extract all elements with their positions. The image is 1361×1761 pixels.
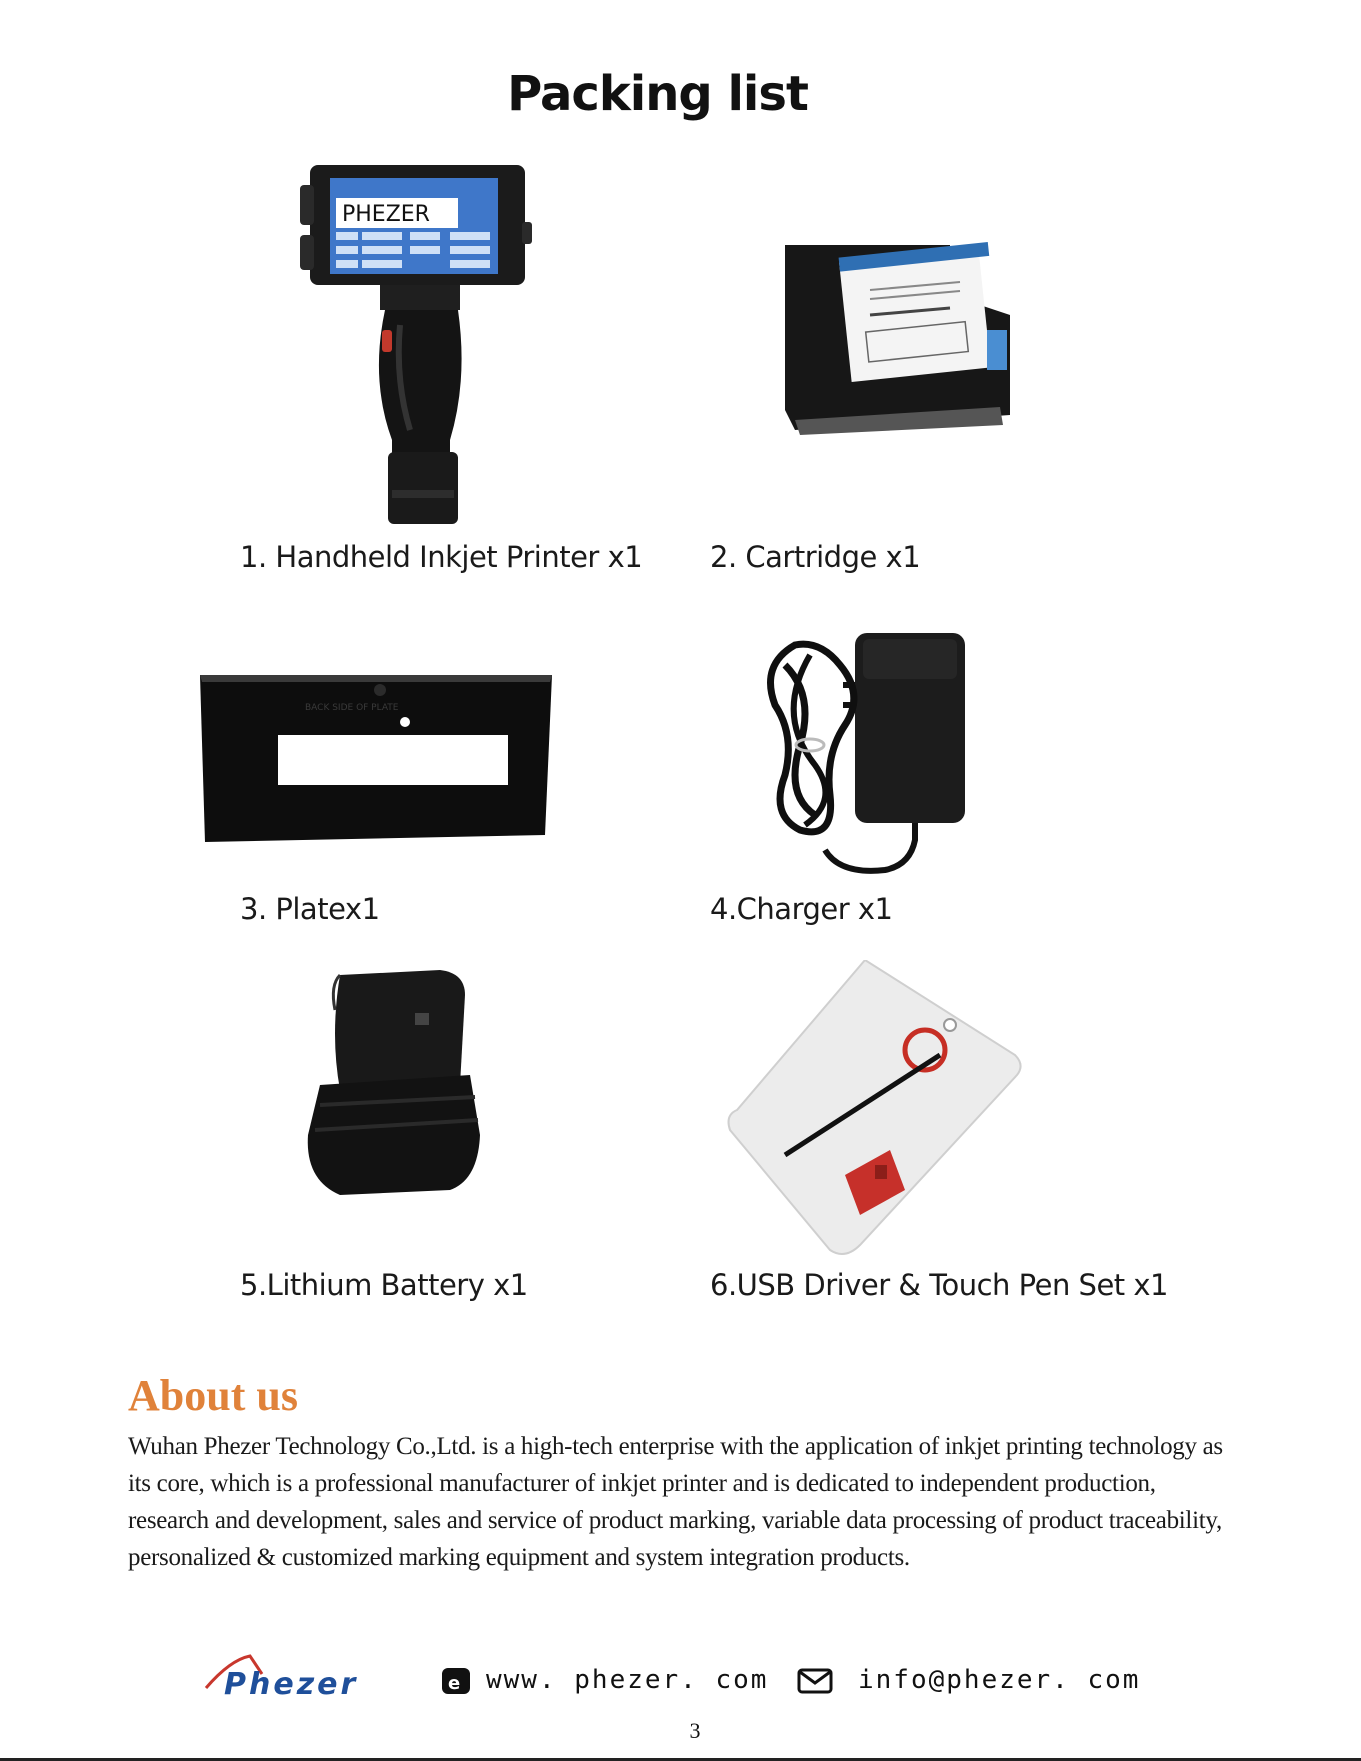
- handheld-printer-image: [300, 160, 540, 530]
- printer-screen-label: PHEZER: [342, 202, 430, 227]
- web-icon: [440, 1666, 472, 1696]
- page-title: Packing list: [507, 66, 808, 122]
- item-caption-3: 3. Platex1: [240, 892, 380, 926]
- charger-image: [755, 625, 990, 880]
- svg-text:BACK SIDE OF PLATE: BACK SIDE OF PLATE: [305, 703, 399, 713]
- website-link[interactable]: www. phezer. com: [486, 1665, 769, 1695]
- brand-name: Phezer: [224, 1667, 359, 1700]
- item-caption-2: 2. Cartridge x1: [710, 540, 921, 574]
- usb-pen-set-image: [725, 960, 1025, 1260]
- item-caption-4: 4.Charger x1: [710, 892, 893, 926]
- item-caption-5: 5.Lithium Battery x1: [240, 1268, 528, 1302]
- svg-text:e: e: [448, 1673, 461, 1694]
- footer: [0, 1652, 1361, 1702]
- email-icon: [797, 1668, 833, 1694]
- phezer-logo: [200, 1652, 420, 1700]
- battery-image: [300, 965, 490, 1200]
- item-caption-6: 6.USB Driver & Touch Pen Set x1: [710, 1268, 1169, 1302]
- about-heading: About us: [128, 1371, 298, 1420]
- page-number: 3: [689, 1718, 701, 1743]
- plate-image: [200, 670, 555, 845]
- ink-cartridge-image: [775, 235, 1025, 445]
- email-link[interactable]: info@phezer. com: [858, 1665, 1141, 1695]
- about-paragraph: Wuhan Phezer Technology Co.,Ltd. is a high-tech enterprise with the application of inkjet printing technology as its core, which is a professional manufacturer of inkjet printer and is dedicated to independent production, research and development, sales and service of product marking, variable data processing of product traceability, personalized & customized marking equipment and system integration products.: [128, 1433, 1223, 1571]
- item-caption-1: 1. Handheld Inkjet Printer x1: [240, 540, 643, 574]
